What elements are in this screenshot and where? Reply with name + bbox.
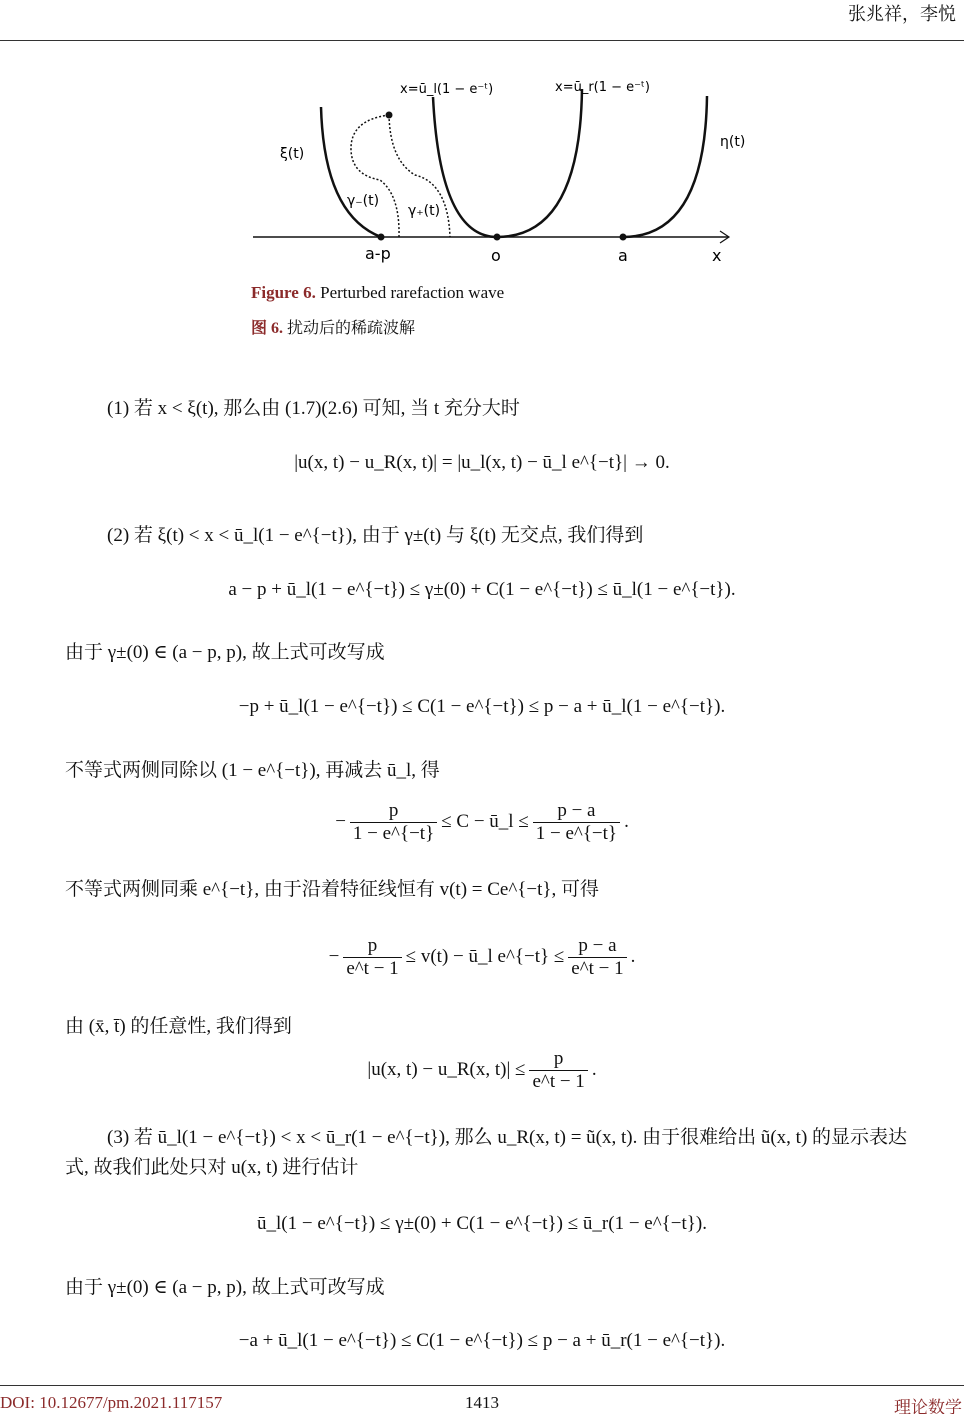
tick-a: a — [618, 246, 628, 265]
denominator: 1 − e^{−t} — [535, 823, 618, 844]
tick-o: o — [491, 246, 501, 265]
equation-middle: ≤ v(t) − ū_l e^{−t} ≤ — [405, 945, 565, 967]
numerator: p — [343, 935, 401, 958]
equation: ū_l(1 − e^{−t}) ≤ γ±(0) + C(1 − e^{−t}) ≤ ū_r(1 − e^{−t}). — [257, 1213, 707, 1234]
equation-fraction: |u(x, t) − u_R(x, t)| ≤ $\frac{p}{e\^{}t - 1}$ . — [367, 1048, 597, 1092]
caption-label: Figure 6. — [251, 283, 316, 302]
equation-middle: ≤ C − ū_l ≤ — [441, 810, 529, 832]
label-xi: ξ(t) — [280, 146, 305, 162]
paragraph: 由于 γ±(0) ∈ (a − p, p), 故上式可改写成 — [65, 642, 385, 663]
numerator: p — [529, 1048, 587, 1071]
paragraph: 不等式两侧同乘 e^{−t}, 由于沿着特征线恒有 v(t) = Ce^{−t}, 可得 — [65, 879, 599, 900]
footer-journal: 理论数学 — [894, 1398, 962, 1414]
tick-a-minus-p: a-p — [365, 244, 391, 263]
figure-caption-en — [251, 283, 504, 303]
running-header-authors: 张兆祥，李悦 — [848, 4, 956, 24]
numerator: p − a — [533, 800, 620, 823]
paragraph: (2) 若 ξ(t) < x < ū_l(1 − e^{−t}), 由于 γ±(t) 与 ξ(t) 无交点, 我们得到 — [107, 525, 644, 546]
paragraph: (3) 若 ū_l(1 − e^{−t}) < x < ū_r(1 − e^{−t}), 那么 u_R(x, t) = ũ(x, t). 由于很难给出 ũ(x, t) 的显示表达 — [107, 1127, 908, 1148]
label-ur-curve: x=ū_r(1 − e⁻ᵗ) — [555, 80, 650, 95]
label-gamma-minus: γ₋(t) — [347, 193, 380, 209]
denominator: e^t − 1 — [571, 958, 624, 979]
middle-parabola — [433, 89, 582, 237]
point-a — [620, 234, 627, 241]
numerator: p − a — [568, 935, 626, 958]
caption-text: Perturbed rarefaction wave — [320, 283, 505, 302]
paragraph: 不等式两侧同除以 (1 − e^{−t}), 再减去 ū_l, 得 — [65, 760, 440, 781]
numerator: p — [350, 800, 437, 823]
paragraph: (1) 若 x < ξ(t), 那么由 (1.7)(2.6) 可知, 当 t 充分大时 — [107, 398, 520, 419]
figure-caption-zh — [251, 315, 415, 338]
footer-rule — [0, 1385, 964, 1386]
denominator: 1 − e^{−t} — [352, 823, 435, 844]
label-ul-curve: x=ū_l(1 − e⁻ᵗ) — [400, 82, 494, 97]
point-a-minus-p — [378, 234, 385, 241]
label-eta: η(t) — [720, 134, 746, 150]
start-point — [386, 112, 393, 119]
denominator: e^t − 1 — [346, 958, 399, 979]
header-rule — [0, 40, 964, 41]
point-o — [494, 234, 501, 241]
denominator: e^t − 1 — [532, 1071, 585, 1092]
paragraph: 式, 故我们此处只对 u(x, t) 进行估计 — [65, 1157, 359, 1178]
label-gamma-plus: γ₊(t) — [408, 203, 441, 219]
caption-label: 图 6. — [251, 320, 284, 337]
page-number: 1413 — [465, 1393, 499, 1412]
caption-text: 扰动后的稀疏波解 — [287, 320, 416, 337]
equation: a − p + ū_l(1 − e^{−t}) ≤ γ±(0) + C(1 − e^{−t}) ≤ ū_l(1 − e^{−t}). — [228, 579, 736, 600]
figure-rarefaction-wave — [250, 65, 760, 275]
xi-curve — [321, 107, 381, 237]
equation: −p + ū_l(1 − e^{−t}) ≤ C(1 − e^{−t}) ≤ p − a + ū_l(1 − e^{−t}). — [238, 696, 726, 717]
equation: |u(x, t) − u_R(x, t)| = |u_l(x, t) − ū_l e^{−t}| → 0. — [294, 452, 670, 473]
paragraph: 由 (x̄, t̄) 的任意性, 我们得到 — [65, 1016, 292, 1037]
equation-lhs: |u(x, t) − u_R(x, t)| ≤ — [367, 1058, 526, 1080]
gamma-minus-curve — [351, 115, 399, 237]
equation-fraction: − $\frac{p}{1 - e\^{}\{-t\}}$ ≤ C − ū_l ≤ $\frac{p - a}{1 - e\^{}\{-t\}}$ . — [335, 800, 629, 844]
eta-curve — [623, 96, 707, 237]
footer-doi[interactable]: DOI: 10.12677/pm.2021.117157 — [0, 1393, 223, 1412]
paragraph: 由于 γ±(0) ∈ (a − p, p), 故上式可改写成 — [65, 1277, 385, 1298]
equation: −a + ū_l(1 − e^{−t}) ≤ C(1 − e^{−t}) ≤ p − a + ū_r(1 − e^{−t}). — [238, 1330, 726, 1351]
axis-label-x: x — [712, 246, 722, 265]
equation-fraction: − $\frac{p}{e\^{}t - 1}$ ≤ v(t) − ū_l e^{−t} ≤ $\frac{p - a}{e\^{}t - 1}$ . — [328, 935, 636, 979]
